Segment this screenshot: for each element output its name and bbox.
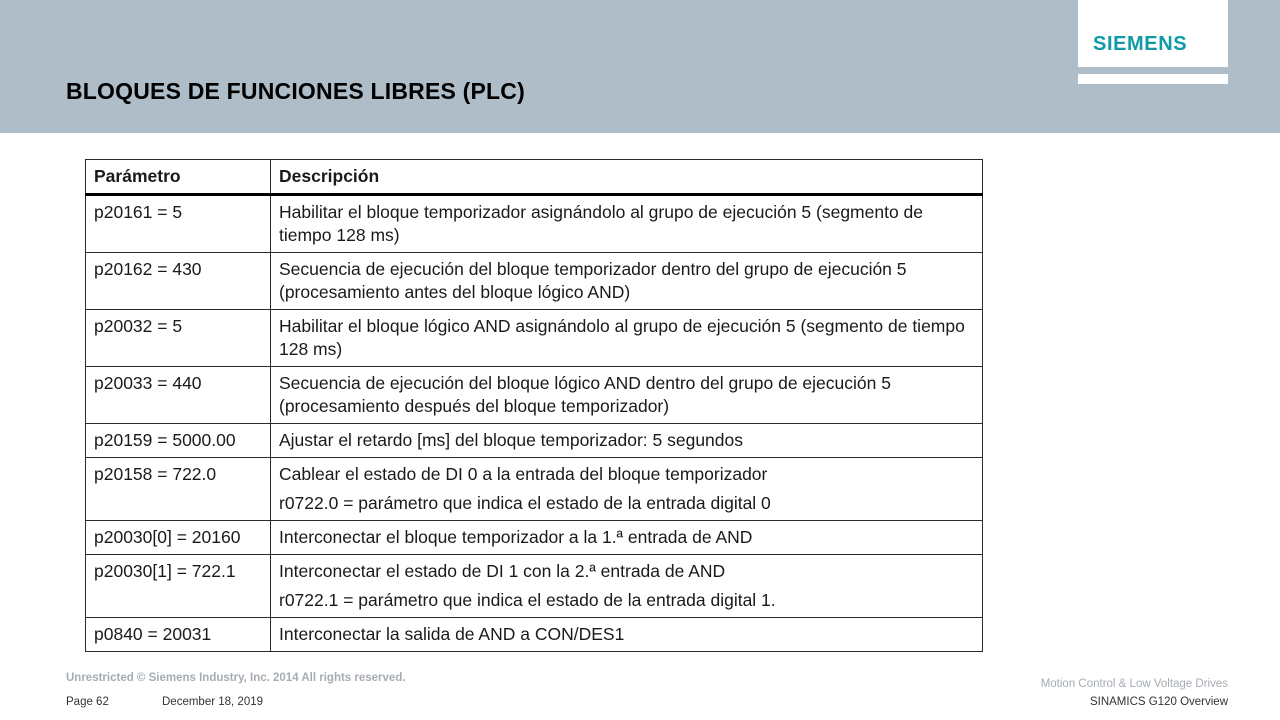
page-title: BLOQUES DE FUNCIONES LIBRES (PLC) <box>66 78 525 104</box>
parameter-cell: p20033 = 440 <box>86 367 271 424</box>
description-text: Secuencia de ejecución del bloque lógico AND dentro del grupo de ejecución 5 (procesamiento después del bloque temporizador) <box>279 373 891 416</box>
table-header-row <box>86 160 983 195</box>
siemens-logo: SIEMENS <box>1093 33 1188 55</box>
table-row <box>86 253 983 310</box>
parameter-cell: p20030[1] = 722.1 <box>86 555 271 618</box>
description-cell <box>271 310 983 367</box>
page-number: Page 62 <box>66 696 109 708</box>
description-cell <box>271 555 983 618</box>
table-row <box>86 521 983 555</box>
footer-date: December 18, 2019 <box>162 696 264 708</box>
parameter-table <box>85 159 983 652</box>
table-row <box>86 424 983 458</box>
table-row <box>86 367 983 424</box>
description-text: Cablear el estado de DI 0 a la entrada del bloque temporizador <box>279 464 768 484</box>
table-row <box>86 310 983 367</box>
parameter-cell: p20032 = 5 <box>86 310 271 367</box>
parameter-cell: p20162 = 430 <box>86 253 271 310</box>
description-cell <box>271 458 983 521</box>
description-text: Ajustar el retardo [ms] del bloque temporizador: 5 segundos <box>279 430 744 450</box>
division-name: Motion Control & Low Voltage Drives <box>1040 678 1228 690</box>
parameter-cell: p20030[0] = 20160 <box>86 521 271 555</box>
description-cell <box>271 521 983 555</box>
description-text: Secuencia de ejecución del bloque temporizador dentro del grupo de ejecución 5 (procesamiento antes del bloque lógico AND) <box>279 259 907 302</box>
description-text: Habilitar el bloque temporizador asignándolo al grupo de ejecución 5 (segmento de tiempo 128 ms) <box>279 202 924 245</box>
parameter-cell: p0840 = 20031 <box>86 618 271 652</box>
table-row <box>86 618 983 652</box>
column-header-parameter: Parámetro <box>86 160 271 195</box>
description-cell <box>271 618 983 652</box>
description-text: Interconectar el bloque temporizador a la 1.ª entrada de AND <box>279 527 753 547</box>
description-text: Habilitar el bloque lógico AND asignándolo al grupo de ejecución 5 (segmento de tiempo 128 ms) <box>279 316 965 359</box>
product-name: SINAMICS G120 Overview <box>1089 696 1228 708</box>
description-cell <box>271 424 983 458</box>
description-text: Interconectar el estado de DI 1 con la 2.ª entrada de AND <box>279 561 726 581</box>
logo-strip <box>1078 74 1228 84</box>
parameter-cell: p20161 = 5 <box>86 195 271 253</box>
parameter-cell: p20158 = 722.0 <box>86 458 271 521</box>
description-cell <box>271 367 983 424</box>
description-cell <box>271 253 983 310</box>
table-row <box>86 195 983 253</box>
table-row <box>86 458 983 521</box>
description-text: Interconectar la salida de AND a CON/DES1 <box>279 624 625 644</box>
description-cell <box>271 195 983 253</box>
description-note: r0722.1 = parámetro que indica el estado de la entrada digital 1. <box>279 590 776 610</box>
column-header-description: Descripción <box>271 160 983 195</box>
table-row <box>86 555 983 618</box>
description-note: r0722.0 = parámetro que indica el estado de la entrada digital 0 <box>279 493 771 513</box>
parameter-cell: p20159 = 5000.00 <box>86 424 271 458</box>
copyright-notice: Unrestricted © Siemens Industry, Inc. 2014 All rights reserved. <box>66 672 406 684</box>
